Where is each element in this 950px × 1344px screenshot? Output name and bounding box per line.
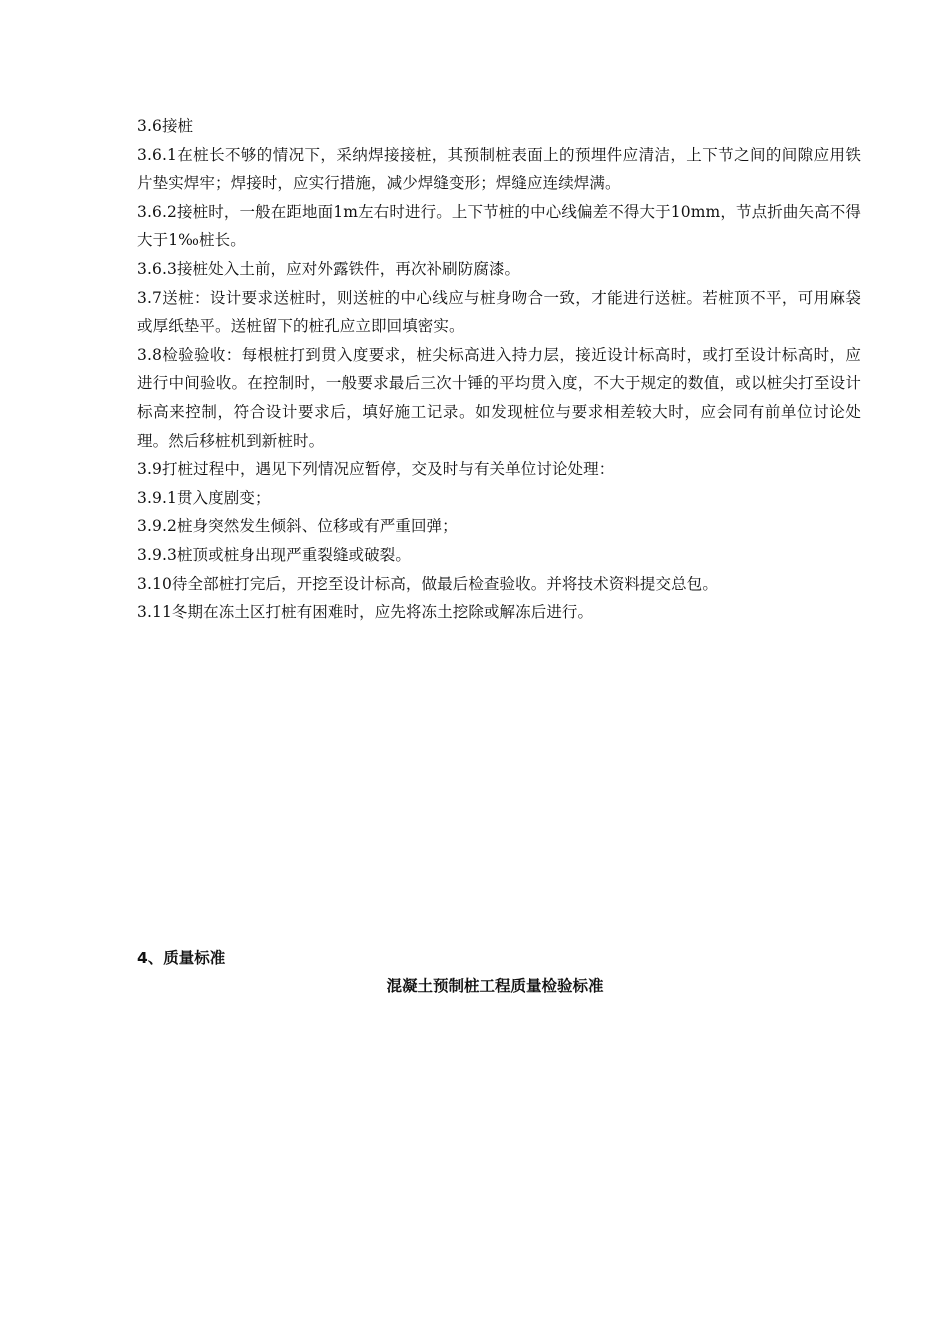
- paragraph-3-9-3: 3.9.3桩顶或桩身出现严重裂缝或破裂。: [137, 545, 411, 564]
- paragraph-3-10: 3.10待全部桩打完后，开挖至设计标高，做最后检查验收。并将技术资料提交总包。: [137, 574, 718, 593]
- paragraph-3-7: 3.7送桩：设计要求送桩时，则送桩的中心线应与桩身吻合一致，才能进行送桩。若桩顶不平，可用麻袋或厚纸垫平。送桩留下的桩孔应立即回填密实。: [137, 288, 861, 336]
- paragraph-3-6-1: 3.6.1在桩长不够的情况下，采纳焊接接桩，其预制桩表面上的预埋件应清洁，上下节之间的间隙应用铁片垫实焊牢；焊接时，应实行措施，减少焊缝变形；焊缝应连续焊满。: [137, 145, 861, 193]
- section-3-6-heading: 3.6接桩: [137, 117, 194, 135]
- paragraph-3-8: 3.8检验验收：每根桩打到贯入度要求，桩尖标高进入持力层，接近设计标高时，或打至设计标高时，应进行中间验收。在控制时，一般要求最后三次十锤的平均贯入度，不大于规定的数值，或以桩尖打至设计标高来控制，符合设计要求后，填好施工记录。如发现桩位与要求相差较大时，应会同有前单位讨论处理。然后移桩机到新桩时。: [137, 345, 861, 450]
- paragraph-3-9: 3.9打桩过程中，遇见下列情况应暂停，交及时与有关单位讨论处理：: [137, 460, 615, 479]
- paragraph-3-9-2: 3.9.2桩身突然发生倾斜、位移或有严重回弹；: [137, 517, 458, 536]
- paragraph-3-6-3: 3.6.3接桩处入土前，应对外露铁件，再次补刷防腐漆。: [137, 259, 521, 278]
- paragraph-3-11: 3.11冬期在冻土区打桩有困难时，应先将冻土挖除或解冻后进行。: [137, 603, 594, 622]
- paragraph-3-6-2: 3.6.2接桩时，一般在距地面1m左右时进行。上下节桩的中心线偏差不得大于10mm，节点折曲矢高不得大于1‰桩长。: [137, 202, 861, 250]
- section-4-heading: 4、质量标准: [137, 949, 226, 967]
- body-text: [137, 112, 861, 627]
- table-title: 混凝土预制桩工程质量检验标准: [386, 977, 604, 995]
- paragraph-3-9-1: 3.9.1贯入度剧变；: [137, 488, 271, 507]
